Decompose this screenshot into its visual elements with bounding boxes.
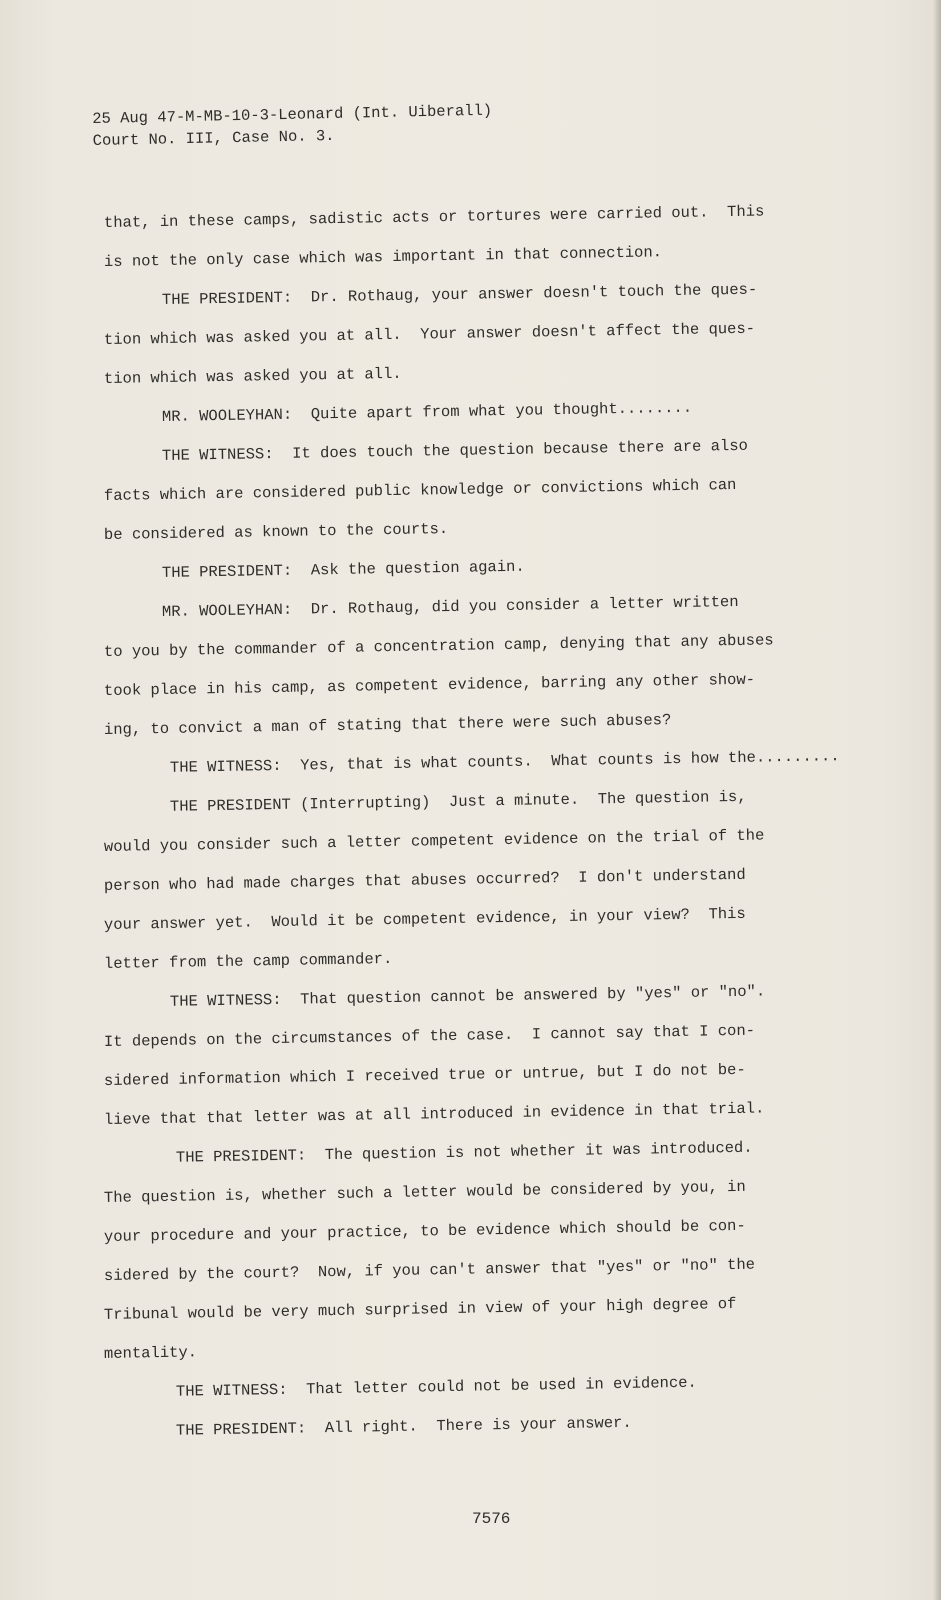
transcript-line: your procedure and your practice, to be evidence which should be con- (103, 1216, 746, 1246)
transcript-line: The question is, whether such a letter would be considered by you, in (103, 1177, 746, 1207)
transcript-line: tion which was asked you at all. Your answer doesn't affect the ques- (103, 319, 756, 349)
document-header (92, 100, 493, 152)
transcript-line: be considered as known to the courts. (103, 519, 449, 544)
transcript-line: tion which was asked you at all. (103, 364, 402, 388)
transcript-line: THE WITNESS: Yes, that is what counts. What counts is how the......... (169, 747, 840, 777)
transcript-line: THE PRESIDENT: Dr. Rothaug, your answer doesn't touch the ques- (161, 280, 758, 309)
transcript-line: lieve that that letter was at all introduced in evidence in that trial. (103, 1099, 765, 1129)
transcript-line: letter from the camp commander. (103, 949, 393, 973)
transcript-line: took place in his camp, as competent evidence, barring any other show- (103, 670, 756, 700)
transcript-line: ing, to convict a man of stating that there were such abuses? (103, 711, 672, 739)
transcript-line: would you consider such a letter competent evidence on the trial of the (103, 826, 765, 856)
header-line-1: 25 Aug 47-M-MB-10-3-Leonard (Int. Uiberall) (92, 101, 493, 128)
transcript-line: Tribunal would be very much surprised in view of your high degree of (103, 1294, 737, 1324)
transcript-line: THE PRESIDENT (Interrupting) Just a minute. The question is, (169, 787, 747, 816)
transcript-line: It depends on the circumstances of the case. I cannot say that I con- (103, 1021, 756, 1051)
transcript-line: to you by the commander of a concentration camp, denying that any abuses (103, 631, 774, 661)
transcript-line: THE PRESIDENT: All right. There is your answer. (175, 1413, 632, 1440)
transcript-line: THE PRESIDENT: Ask the question again. (161, 557, 525, 582)
transcript-line: MR. WOOLEYHAN: Quite apart from what you thought........ (161, 398, 693, 426)
transcript-line: THE PRESIDENT: The question is not whether it was introduced. (175, 1138, 753, 1167)
page-edge-shadow (933, 0, 941, 1600)
transcript-line: THE WITNESS: That letter could not be used in evidence. (175, 1373, 697, 1401)
transcript-line: sidered by the court? Now, if you can't answer that "yes" or "no" the (103, 1255, 756, 1285)
page-number: 7576 (472, 1510, 511, 1528)
transcript-line: is not the only case which was important in that connection. (103, 243, 663, 271)
transcript-line: your answer yet. Would it be competent evidence, in your view? This (103, 904, 746, 934)
transcript-line: person who had made charges that abuses occurred? I don't understand (103, 865, 746, 895)
transcript-line: facts which are considered public knowledge or convictions which can (103, 475, 737, 505)
transcript-line: mentality. (103, 1343, 198, 1363)
transcript-line: that, in these camps, sadistic acts or tortures were carried out. This (103, 202, 765, 232)
transcript-line: THE WITNESS: That question cannot be answered by "yes" or "no". (169, 982, 766, 1011)
transcript-line: sidered information which I received true or untrue, but I do not be- (103, 1060, 746, 1090)
transcript-line: MR. WOOLEYHAN: Dr. Rothaug, did you consider a letter written (161, 592, 739, 621)
transcript-line: THE WITNESS: It does touch the question because there are also (161, 436, 749, 465)
transcript-body (104, 204, 864, 1452)
header-line-2: Court No. III, Case No. 3. (92, 126, 335, 150)
